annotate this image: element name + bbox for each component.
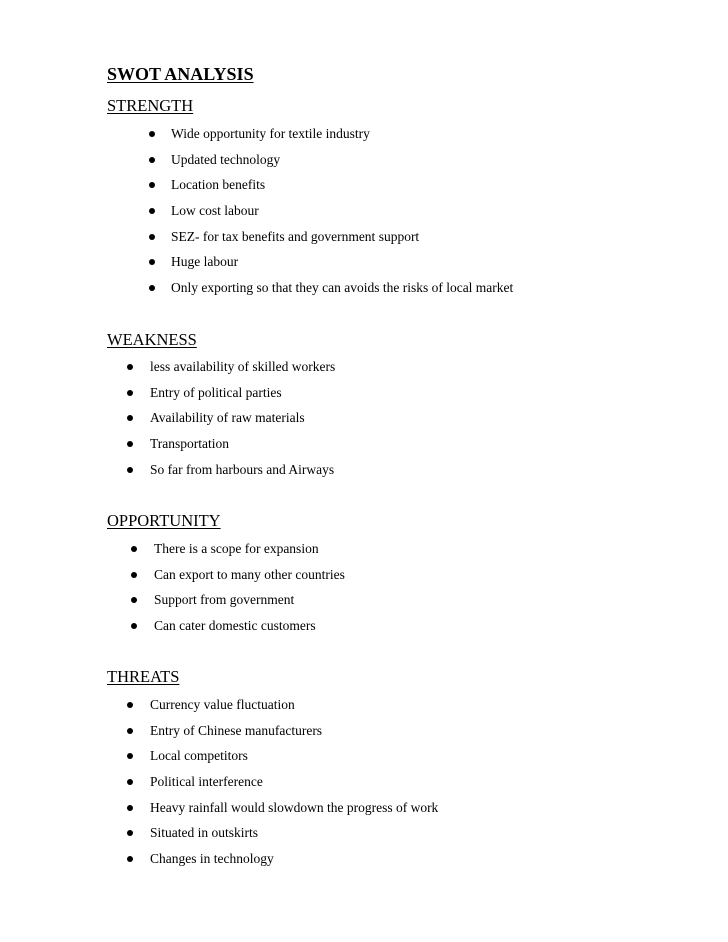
strength-item-text: Huge labour <box>171 254 239 270</box>
threats-item-text: Changes in technology <box>150 851 274 867</box>
strength-item-text: Location benefits <box>171 177 266 193</box>
weakness-item-text: Entry of political parties <box>150 384 282 400</box>
threats-item-text: Situated in outskirts <box>150 825 258 841</box>
bullet-icon <box>127 753 133 759</box>
bullet-icon <box>149 157 155 163</box>
opportunity-item-text: Support from government <box>154 592 295 608</box>
threats-item-text: Local competitors <box>150 748 248 764</box>
bullet-icon <box>127 779 133 785</box>
weakness-item-text: Transportation <box>150 436 230 452</box>
strength-heading: STRENGTH <box>107 96 194 115</box>
bullet-icon <box>131 623 137 629</box>
bullet-icon <box>127 805 133 811</box>
threats-item-text: Heavy rainfall would slowdown the progress of work <box>150 799 439 815</box>
weakness-heading: WEAKNESS <box>107 330 197 349</box>
strength-item-text: Wide opportunity for textile industry <box>171 126 370 141</box>
bullet-icon <box>127 467 133 473</box>
threats-heading: THREATS <box>107 667 180 686</box>
bullet-icon <box>149 234 155 240</box>
bullet-icon <box>127 728 133 734</box>
threats-item-text: Currency value fluctuation <box>150 697 295 712</box>
bullet-icon <box>127 390 133 396</box>
strength-item-text: Low cost labour <box>171 203 259 219</box>
bullet-icon <box>149 259 155 265</box>
threats-item-text: Political interference <box>150 774 263 790</box>
bullet-icon <box>127 415 133 421</box>
bullet-icon <box>127 364 133 370</box>
bullet-icon <box>149 208 155 214</box>
strength-item-text: SEZ- for tax benefits and government support <box>171 228 420 244</box>
bullet-icon <box>149 182 155 188</box>
opportunity-item-text: There is a scope for expansion <box>154 541 319 556</box>
bullet-icon <box>149 131 155 137</box>
document-title: SWOT ANALYSIS <box>107 64 254 84</box>
bullet-icon <box>127 830 133 836</box>
bullet-icon <box>127 441 133 447</box>
opportunity-item-text: Can cater domestic customers <box>154 618 316 634</box>
opportunity-heading: OPPORTUNITY <box>107 511 221 530</box>
weakness-item-text: So far from harbours and Airways <box>150 461 335 477</box>
bullet-icon <box>131 597 137 603</box>
bullet-icon <box>149 285 155 291</box>
bullet-icon <box>131 546 137 552</box>
threats-item-text: Entry of Chinese manufacturers <box>150 722 323 738</box>
weakness-item-text: Availability of raw materials <box>150 410 305 426</box>
weakness-item-text: less availability of skilled workers <box>150 359 336 374</box>
bullet-icon <box>131 572 137 578</box>
bullet-icon <box>127 702 133 708</box>
strength-item-text: Updated technology <box>171 151 281 167</box>
opportunity-item-text: Can export to many other countries <box>154 566 345 582</box>
bullet-icon <box>127 856 133 862</box>
strength-item-text: Only exporting so that they can avoids the risks of local market <box>171 280 514 296</box>
